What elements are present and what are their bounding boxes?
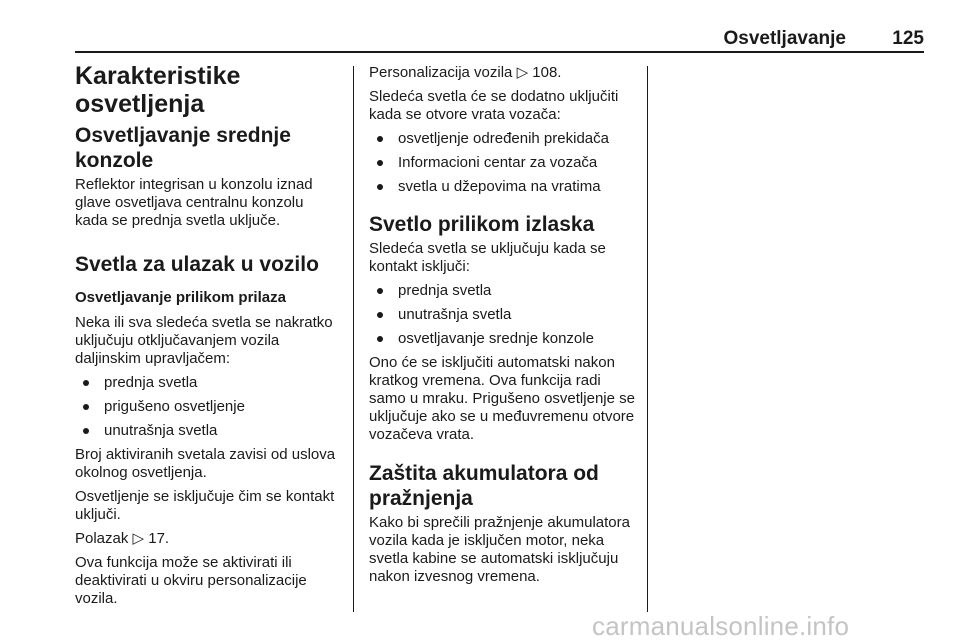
header-rule [75,51,924,53]
list-item: svetla u džepovima na vratima [374,178,637,196]
chapter-title: Osvetljavanje [723,28,846,49]
paragraph-exit: Sledeća svetla se uključuju kada se kontakt isključi: [369,240,606,275]
list-item: osvetljavanje srednje konzole [374,330,637,348]
paragraph-auto-off: Ono će se isključiti automatski nakon kratkog vremena. Ova funkcija radi samo u mraku. Prigušeno osvetljenje se uključuje ako se u međuvremenu otvore vozačeva vrata. [369,354,635,443]
subsection-title-battery: Zaštita akumulatora od pražnjenja [369,462,599,510]
column-divider-left [353,66,354,612]
column-middle [369,64,637,592]
column-left [75,62,337,614]
list-item: Informacioni centar za vozača [374,154,637,172]
paragraph-console: Reflektor integrisan u konzolu iznad glave osvetljava centralnu konzolu kada se prednja svetla uključe. [75,176,313,229]
list-item: osvetljenje određenih prekidača [374,130,637,148]
door-light-list [369,130,637,196]
cross-reference-personalization: Personalizacija vozila ▷ 108. [369,64,562,81]
paragraph-doors: Sledeća svetla će se dodatno uključiti kada se otvore vrata vozača: [369,88,619,123]
paragraph-off: Osvetljenje se isključuje čim se kontakt uključi. [75,488,335,523]
section-title: Karakteristike osvetljenja [75,62,241,118]
page-number: 125 [892,28,924,49]
subsection-title-console: Osvetljavanje srednje konzole [75,124,291,172]
paragraph-function: Ova funkcija može se aktivirati ili deaktivirati u okviru personalizacije vozila. [75,554,307,607]
subsection-title-exit: Svetlo prilikom izlaska [369,213,595,236]
paragraph-number: Broj aktiviranih svetala zavisi od uslova okolnog osvetljenja. [75,446,336,481]
subheading-approach: Osvetljavanje prilikom prilaza [75,289,286,306]
list-item: prigušeno osvetljenje [80,398,337,416]
list-item: unutrašnja svetla [80,422,337,440]
page-header [75,28,924,50]
cross-reference-start: Polazak ▷ 17. [75,530,170,547]
list-item: prednja svetla [374,282,637,300]
column-divider-right [647,66,648,612]
paragraph-approach: Neka ili sva sledeća svetla se nakratko uključuju otključavanjem vozila daljinskim upravljačem: [75,314,333,367]
list-item: unutrašnja svetla [374,306,637,324]
watermark: carmanualsonline.info [592,611,850,641]
list-item: prednja svetla [80,374,337,392]
subsection-title-entry: Svetla za ulazak u vozilo [75,253,319,276]
exit-light-list [369,282,637,348]
paragraph-battery: Kako bi sprečili pražnjenje akumulatora vozila kada je isključen motor, neka svetla kabine se automatski isključuju nakon izvesnog vremena. [369,514,630,585]
approach-light-list [75,374,337,440]
